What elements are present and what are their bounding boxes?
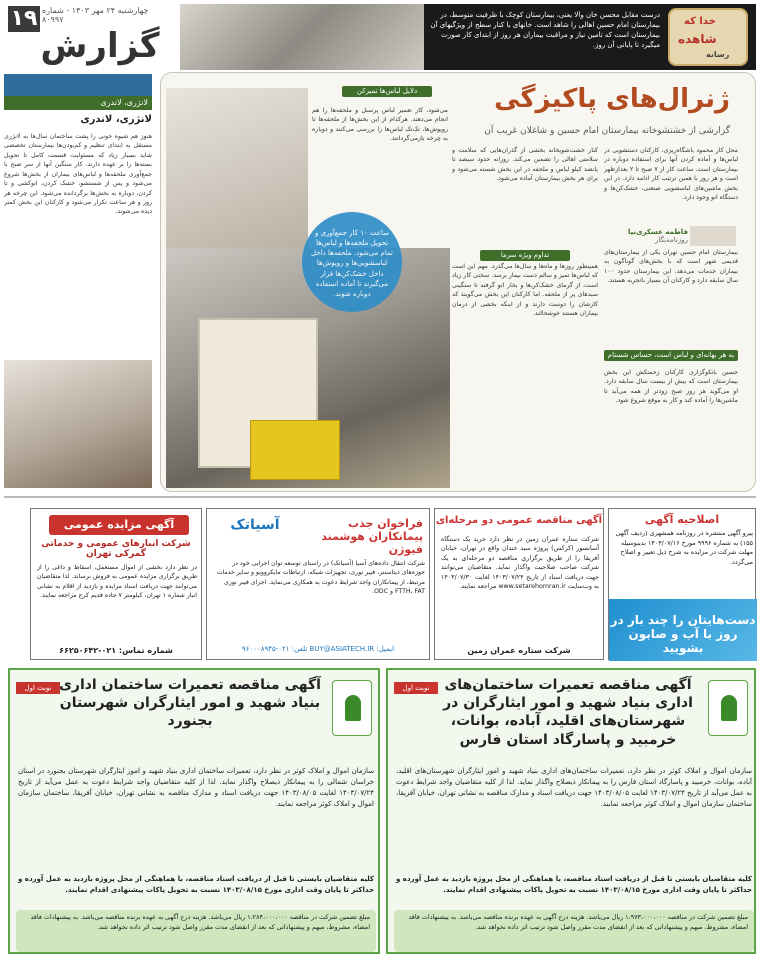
pull-quote: ساعت ۱۰ کار جمع‌آوری و تحویل ملحفه‌ها و لباس‌ها تمام می‌شود. ملحفه‌ها داخل لباسشویی‌ها و روپوش‌ها داخل خشک‌کن‌ها قرار می‌گیرند تا آماده استفاده دوباره شوند.: [302, 212, 402, 312]
tender-body: سازمان اموال و املاک کوثر در نظر دارد، تعمیرات ساختمان‌های اداری بنیاد شهید و امور ایثارگران شهرستان‌های اقلید، آباده، بوانات، خرمبید و پاسارگاد استان فارس را به پیمانکار ذیصلاح واگذار نماید. لذا از کلیه متقاضیان واجد شرایط دعوت به عمل می‌آید از تاریخ ۱۴۰۳/۰۷/۲۴ لغایت ۱۴۰۳/۰۸/۰۵ جهت دریافت اسناد و مدارک مناقصه به نشانی تهران، خیابان آفریقا، ساختمان سازمان اموال و املاک کوثر مراجعه نمایند.: [396, 767, 752, 808]
stamp-mid: شاهده: [678, 32, 717, 46]
author-role: روزنامه‌نگار: [654, 236, 688, 244]
ad-tender: [434, 508, 604, 660]
feature-subtitle: گزارشی از خشتشوخانه بیمارستان امام حسین و شاغلان غریب آن: [484, 126, 730, 136]
author-byline: [604, 228, 688, 250]
tender-badge: نوبت اول: [394, 682, 438, 694]
left-bottom-photo: [4, 360, 152, 488]
top-banner-photo: [180, 4, 424, 70]
stamp-top: خدا که: [684, 16, 716, 27]
left-body: هنوز هم شیوه خونی را پشت ساختمان سال‌ها به لانژری مستقل به ابتدای تنظیم و کم‌بودن‌ها بیمارستان تخصصی شاید بسیار زیاد که مسئولیت قسمت کامل تا تحویل بسته‌ها را بر عهده دارند. کار سنگین آنها از سر صبح با جمع‌آوری ملحفه‌ها و لباس‌های بیماران از بخش‌ها شروع می‌شود و پس از شستشو، خشک کردن، اتوکشی و تا کردن، دوباره به بخش‌ها برگردانده می‌شود. این چرخه هر روز و هر ساعت تکرار می‌شود و کارکنان این بخش کمتر دیده می‌شوند.: [4, 133, 152, 216]
tender-title: آگهی مناقصه تعمیرات ساختمان‌های اداری بنیاد شهید و امور ایثارگران در شهرستان‌های اقلید، آباده، بوانات، خرمبید و پاسارگاد استان فارس: [443, 677, 693, 748]
ad-recruitment: [206, 508, 430, 660]
stamp-bottom: رسانه: [706, 50, 730, 59]
left-section-label: لانژری، لاندری: [4, 96, 152, 110]
foundation-emblem-icon: [332, 680, 372, 736]
ad-phone: شماره تماس: ۰۲۱-۶۶۲۵۰۶۴۲: [59, 646, 173, 655]
ad-title: آگهی مزایده عمومی: [49, 515, 189, 535]
ad-correction: [608, 508, 756, 660]
top-banner-text: درست مقابل محسن خان والا یعنی، بیمارستان کوچک با ظرفیت متوسط، در بیمارستان امام حسین اهالی را شاهد است. خانهای با کنار سطح از ویژگیهای آن بیمارستان است که تامین نیاز و مراقبت بیماران هر روز از ابتدای کار صورت میگیرد تا پایانی آن روز.: [430, 11, 660, 50]
ad-title: اصلاحیه آگهی: [644, 513, 720, 526]
left-top-photo: [4, 74, 152, 96]
feature-column: کنار خشت‌شویخانه بخشی از گذران‌هایی که سلامت و سلامتی اهالی را تضمین می‌کند. روزانه حدود سیصد تا پانصد کیلو لباس و ملحفه در این بخش شسته می‌شود و برای هر بخش بیمارستان آماده می‌شود.: [452, 147, 598, 183]
ad-subtitle: شرکت انبارهای عمومی و خدماتی گمرکی تهران: [41, 539, 191, 559]
feature-column: می‌شود، کار تعمیر لباس پرسنل و ملحفه‌ها را هم انجام می‌دهند. هرکدام از این بخش‌ها از ملحفه‌ها تا روپوش‌ها، تک‌تک لباس‌ها را بررسی می‌کنند و دوباره به چرخه بازمی‌گردانند.: [312, 107, 448, 143]
ad-body: در نظر دارد بخشی از اموال مستعمل، اسقاط و داغی را از طریق برگزاری مزایده عمومی به فروش برساند. لذا متقاضیان می‌توانند جهت دریافت اسناد مزایده و بازدید از اقلام به نشانی انبار شماره ۱ تهران، کیلومتر ۷ جاده قدیم کرج مراجعه نمایند.: [37, 564, 197, 599]
tender-body: سازمان اموال و املاک کوثر در نظر دارد، تعمیرات ساختمان اداری بنیاد شهید و امور ایثارگران شهرستان بجنورد در استان خراسان شمالی را به پیمانکار ذیصلاح واگذار نماید. لذا از کلیه متقاضیان واجد شرایط دعوت به عمل می‌آید از تاریخ ۱۴۰۳/۰۷/۲۴ لغایت ۱۴۰۳/۰۸/۰۵ جهت دریافت اسناد و مدارک مناقصه به نشانی تهران، خیابان آفریقا، ساختمان سازمان اموال و املاک کوثر مراجعه نمایند.: [18, 767, 375, 808]
feature-title: ژنرال‌های پاکیزگی: [494, 84, 730, 114]
feature-tag: دلایل لباس‌ها تمیزکن: [342, 86, 432, 97]
section-title: گزارش: [40, 26, 160, 66]
laundry-cart-illustration: [250, 420, 340, 480]
tender-terms: مبلغ تضمین شرکت در مناقصه ۱،۲۸۴،۰۰۰،۰۰۰ ریال می‌باشد. هزینه درج آگهی به عهده برنده مناقصه می‌باشد. به پیشنهادات فاقد امضاء، مشروط، مبهم و پیشنهاداتی که بعد از انقضای مدت مقرر واصل شود ترتیب اثر داده نخواهد شد.: [16, 910, 376, 952]
foundation-emblem-icon: [708, 680, 748, 736]
tender-notice: [8, 668, 380, 954]
tender-note: کلیه متقاضیان بایستی تا قبل از دریافت اسناد مناقصه، با هماهنگی از محل پروژه بازدید به عمل آورده و حداکثر تا پایان وقت اداری مورخ ۱۴۰۳/۰۸/۱۵ نسبت به تحویل پاکات پیشنهادی اقدام نمایند.: [396, 875, 752, 894]
tender-note: کلیه متقاضیان بایستی تا قبل از دریافت اسناد مناقصه، با هماهنگی از محل پروژه بازدید به عمل آورده و حداکثر تا پایان وقت اداری مورخ ۱۴۰۳/۰۸/۱۵ نسبت به تحویل پاکات پیشنهادی اقدام نمایند.: [18, 875, 374, 894]
author-photo: [690, 226, 736, 246]
ad-body: شرکت انتقال داده‌های آسیا (آسیاتک) در راستای توسعه توان اجرایی خود در حوزه‌های دیتاسنتر، فیبر نوری، تجهیزات شبکه، ارتباطات مایکروویو و سایر خدمات مرتبط، از پیمانکاران واجد شرایط دعوت به همکاری می‌نماید. اجرای فیبر نوری FTTH، FAT و ODC.: [216, 560, 425, 595]
feature-column: محل کار محمود باشگاه‌ریزی، کارکنان دستشویی در لباس‌ها و آماده کردن آنها برای استفاده دوباره در بیمارستان است. ساعت کار از ۷ صبح تا ۲ بعدازظهر است و هر روز با همین ترتیب کار ادامه دارد. در این بخش ماشین‌های لباسشویی صنعتی، خشک‌کن‌ها و دستگاه اتو وجود دارد.: [604, 147, 738, 202]
feature-tag: به هر بهانه‌ای و لباس است، حساس شستام: [604, 350, 738, 361]
feature-column: همینطور روزها و ماه‌ها و سال‌ها می‌گذرد. مهم این است که لباس‌ها تمیز و سالم دست بیمار برسد. سختی کار زیاد است، از گرمای خشک‌کن‌ها و بخار اتو گرفته تا سنگینی سبدهای پر از ملحفه. اما کارکنان این بخش می‌گویند که کارشان را دوست دارند و از اینکه بخشی از درمان بیماران هستند خوشحالند.: [452, 263, 598, 318]
stamp-logo: [668, 8, 748, 66]
ad-title: فراخوان جذب پیمانکاران هوشمند فیوژن: [321, 517, 423, 556]
tender-notice: [386, 668, 756, 954]
tender-title: آگهی مناقصه تعمیرات ساختمان اداری بنیاد شهید و امور ایثارگران شهرستان بجنورد: [59, 677, 321, 730]
feature-photo-top: [166, 88, 308, 248]
ad-banner: دست‌هایتان را چند بار در روز با آب و صابون بشویید: [609, 599, 757, 661]
dateline: چهارشنبه ۲۴ مهر ۱۴۰۳ - شماره ۸۰۹۹۷: [42, 6, 149, 24]
tender-badge: نوبت اول: [16, 682, 60, 694]
left-headline: لانژری، لاندری: [80, 114, 152, 125]
ad-footer: شرکت ستاره عمران زمین: [467, 646, 571, 655]
asiatech-logo: آسیاتک: [230, 517, 280, 533]
ad-title: آگهی مناقصه عمومی دو مرحله‌ای: [435, 515, 603, 526]
ad-body: شرکت ستاره عمران زمین در نظر دارد خرید یک دستگاه آسانسور (کرکس) پروژه سید خندان واقع در تهران، خیابان آفریقا را از طریق برگزاری مناقصه دو مرحله‌ای به یک شرکت صاحب صلاحیت واگذار نماید. متقاضیان می‌توانند جهت دریافت اسناد از تاریخ ۱۴۰۳/۰۷/۲۴ لغایت ۱۴۰۳/۰۷/۳۰ به وب‌سایت www.setarehomran.ir مراجعه نمایند.: [441, 536, 599, 591]
tender-terms: مبلغ تضمین شرکت در مناقصه ۱،۹۷۳،۰۰۰،۰۰۰ ریال می‌باشد. هزینه درج آگهی به عهده برنده مناقصه می‌باشد. به پیشنهادات فاقد امضاء، مشروط، مبهم و پیشنهاداتی که بعد از انقضای مدت مقرر واصل شود ترتیب اثر داده نخواهد شد.: [394, 910, 754, 952]
ad-body: پیرو آگهی منتشره در روزنامه همشهری (ردیف آگهی ۱۵۵) به شماره ۹۹۹۶ مورخ ۱۴۰۳/۰۷/۱۶ بدینوسیله مهلت شرکت در مزایده به شرح ذیل تغییر و اصلاح می‌گردد.: [615, 529, 753, 566]
ad-auction: [30, 508, 202, 660]
author-name: فاطمه عسکری‌نیا: [627, 228, 688, 236]
feature-tag: تداوم ویژه سرما: [480, 250, 570, 261]
ad-footer: ایمیل: BUY@ASIATECH.IR تلفن: ۰۲۱-۹۶۰۰۰۸۹۴۵: [241, 645, 395, 653]
feature-column: بیمارستان امام حسین تهران یکی از بیمارستان‌های قدیمی شهر است که با بخش‌های گوناگون به بیماران خدمات می‌دهد. این بیمارستان حدود ۱۰۰ سال سابقه دارد و کارکنان آن بسیار باتجربه هستند.: [604, 249, 738, 285]
section-divider: [4, 496, 756, 498]
page-number: ۱۹: [8, 6, 40, 32]
feature-column: حسین بانکو‌گزاری کارکنان زحمتکش این بخش بیمارستان است که بیش از بیست سال سابقه دارد. او می‌گوید هر روز صبح زودتر از همه می‌آید تا ماشین‌ها را آماده کند و کار به موقع شروع شود.: [604, 369, 738, 405]
